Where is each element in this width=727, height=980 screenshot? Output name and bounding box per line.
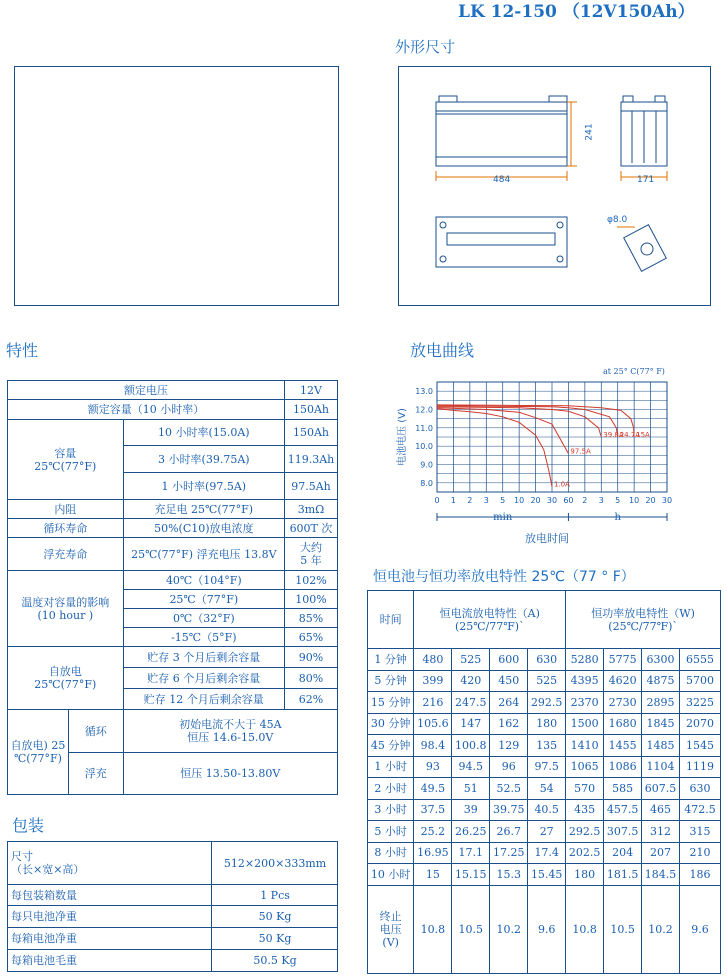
dimension-drawing-frame bbox=[398, 66, 711, 306]
value-cell: 26.7 bbox=[490, 821, 528, 843]
spec-table bbox=[7, 380, 338, 795]
row-time-cell: 3 小时 bbox=[368, 799, 414, 821]
x-tick-label: 20 bbox=[645, 496, 656, 505]
table-row bbox=[368, 778, 721, 800]
x-tick-label: 2 bbox=[467, 496, 473, 505]
value-cell: 1455 bbox=[604, 735, 642, 757]
table-row bbox=[368, 864, 721, 886]
y-axis-label: 电池电压 (V) bbox=[397, 408, 408, 466]
value-cell: 40.5 bbox=[528, 799, 566, 821]
value-cell: 49.5 bbox=[414, 778, 452, 800]
row-time-cell: 1 分钟 bbox=[368, 649, 414, 671]
dim-width: 171 bbox=[637, 175, 655, 185]
discharge-chart bbox=[395, 360, 715, 550]
row-time-cell: 45 分钟 bbox=[368, 735, 414, 757]
y-tick-label: 12.0 bbox=[415, 405, 433, 415]
value-cell: 2370 bbox=[566, 692, 604, 714]
table-row: -15℃（5°F) 65% bbox=[8, 628, 338, 647]
self-discharge-label: 自放电 25℃(77°F) bbox=[8, 647, 124, 710]
table-row bbox=[368, 735, 721, 757]
value-cell: 184.5 bbox=[642, 864, 680, 886]
x-tick-label: 20 bbox=[530, 496, 541, 505]
value-cell: 54 bbox=[528, 778, 566, 800]
table-row: 循环寿命 50%(C10)放电浓度 600T 次 bbox=[8, 519, 338, 538]
row-time-cell: 1 小时 bbox=[368, 756, 414, 778]
value-cell: 450 bbox=[490, 670, 528, 692]
product-image-frame bbox=[14, 66, 339, 306]
value-cell: 51 bbox=[452, 778, 490, 800]
row-time-cell: 30 分钟 bbox=[368, 713, 414, 735]
value-cell: 1485 bbox=[642, 735, 680, 757]
table-row bbox=[368, 670, 721, 692]
series-line bbox=[437, 409, 552, 487]
table-row bbox=[368, 692, 721, 714]
table-row: 贮存 12 个月后剩余容量 62% bbox=[8, 689, 338, 710]
capacity-label: 容量 25℃(77°F) bbox=[8, 420, 124, 500]
row-time-cell: 10 小时 bbox=[368, 864, 414, 886]
value-cell: 2730 bbox=[604, 692, 642, 714]
value-cell: 607.5 bbox=[642, 778, 680, 800]
value-cell: 17.25 bbox=[490, 842, 528, 864]
value-cell: 1680 bbox=[604, 713, 642, 735]
value-cell: 26.25 bbox=[452, 821, 490, 843]
dim-height: 241 bbox=[584, 123, 595, 141]
const-discharge-heading: 恒电池与恒功率放电特性 25℃（77 ° F） bbox=[373, 569, 635, 585]
value-cell: 180 bbox=[566, 864, 604, 886]
characteristics-heading: 特性 bbox=[6, 341, 39, 360]
table-row: 0℃（32°F) 85% bbox=[8, 609, 338, 628]
value-cell: 420 bbox=[452, 670, 490, 692]
value-cell: 37.5 bbox=[414, 799, 452, 821]
value-cell: 129 bbox=[490, 735, 528, 757]
value-cell: 1845 bbox=[642, 713, 680, 735]
x-tick-label: 3 bbox=[483, 496, 489, 505]
table-row: 贮存 6 个月后剩余容量 80% bbox=[8, 668, 338, 689]
x-tick-label: 30 bbox=[661, 496, 673, 505]
value-cell: 202.5 bbox=[566, 842, 604, 864]
value-cell: 186 bbox=[680, 864, 721, 886]
row-time-cell: 5 分钟 bbox=[368, 670, 414, 692]
value-cell: 247.5 bbox=[452, 692, 490, 714]
value-cell: 570 bbox=[566, 778, 604, 800]
x-tick-label: 1 bbox=[450, 496, 456, 505]
value-cell: 15.45 bbox=[528, 864, 566, 886]
value-cell: 93 bbox=[414, 756, 452, 778]
dimension-drawing bbox=[399, 67, 710, 305]
value-cell: 17.1 bbox=[452, 842, 490, 864]
table-row: 1 小时率(97.5A) 97.5Ah bbox=[8, 473, 338, 500]
value-cell: 16.95 bbox=[414, 842, 452, 864]
value-cell: 472.5 bbox=[680, 799, 721, 821]
packaging-table bbox=[7, 841, 338, 972]
value-cell: 630 bbox=[528, 649, 566, 671]
x-tick-label: 10 bbox=[629, 496, 640, 505]
value-cell: 292.5 bbox=[566, 821, 604, 843]
y-tick-label: 8.0 bbox=[420, 478, 433, 488]
table-row: 自放电 25℃(77°F) 贮存 3 个月后剩余容量 90% bbox=[8, 647, 338, 668]
x-axis-label: 放电时间 bbox=[525, 532, 569, 545]
value-cell: 315 bbox=[680, 821, 721, 843]
y-tick-label: 11.0 bbox=[415, 423, 433, 433]
value-cell: 98.4 bbox=[414, 735, 452, 757]
value-cell: 480 bbox=[414, 649, 452, 671]
series-label: 97.5A bbox=[570, 447, 591, 456]
value-cell: 1065 bbox=[566, 756, 604, 778]
value-cell: 525 bbox=[452, 649, 490, 671]
y-tick-label: 10.0 bbox=[415, 442, 433, 452]
value-cell: 147 bbox=[452, 713, 490, 735]
table-row bbox=[368, 649, 721, 671]
discharge-curve-heading: 放电曲线 bbox=[410, 341, 475, 360]
row-time-cell: 15 分钟 bbox=[368, 692, 414, 714]
table-row: 每箱电池净重 50 Kg bbox=[8, 928, 338, 950]
value-cell: 1410 bbox=[566, 735, 604, 757]
table-row: 浮充寿命 25℃(77°F) 浮充电压 13.8V 大约 5 年 bbox=[8, 538, 338, 571]
table-row: 内阻 充足电 25℃(77°F) 3mΩ bbox=[8, 500, 338, 519]
table-row: 额定电压 12V bbox=[8, 381, 338, 400]
series-label: 1.0A bbox=[554, 480, 570, 489]
x-tick-label: 60 bbox=[563, 496, 574, 505]
value-cell: 5700 bbox=[680, 670, 721, 692]
value-cell: 105.6 bbox=[414, 713, 452, 735]
x-tick-label: 3 bbox=[598, 496, 604, 505]
temp-effect-label: 温度对容量的影响 (10 hour ) bbox=[8, 571, 124, 647]
charge-label: 自放电) 25 ℃(77°F) bbox=[8, 710, 69, 795]
table-row: 每箱电池毛重 50.5 Kg bbox=[8, 950, 338, 972]
x-tick-label: 0 bbox=[434, 496, 440, 505]
discharge-table bbox=[367, 590, 721, 974]
value-cell: 207 bbox=[642, 842, 680, 864]
table-row bbox=[368, 842, 721, 864]
x-tick-label: 2 bbox=[582, 496, 588, 505]
x-tick-label: 5 bbox=[500, 496, 506, 505]
value-cell: 1500 bbox=[566, 713, 604, 735]
table-row: 每包装箱数量 1 Pcs bbox=[8, 885, 338, 906]
x-tick-label: 5 bbox=[615, 496, 621, 505]
value-cell: 216 bbox=[414, 692, 452, 714]
value-cell: 204 bbox=[604, 842, 642, 864]
value-cell: 1104 bbox=[642, 756, 680, 778]
series-label: 39.8A bbox=[603, 431, 624, 439]
series-label: 15A bbox=[636, 431, 650, 439]
table-row: 浮充 恒压 13.50-13.80V bbox=[8, 753, 338, 795]
value-cell: 5775 bbox=[604, 649, 642, 671]
value-cell: 399 bbox=[414, 670, 452, 692]
row-time-cell: 2 小时 bbox=[368, 778, 414, 800]
value-cell: 264 bbox=[490, 692, 528, 714]
value-cell: 292.5 bbox=[528, 692, 566, 714]
value-cell: 4395 bbox=[566, 670, 604, 692]
table-row: 终止 电压 (V) 10.8 10.5 10.2 9.6 10.8 10.5 10.2 9.6 bbox=[368, 885, 721, 973]
value-cell: 4875 bbox=[642, 670, 680, 692]
dim-length: 484 bbox=[493, 175, 511, 185]
value-cell: 180 bbox=[528, 713, 566, 735]
value-cell: 15.3 bbox=[490, 864, 528, 886]
value-cell: 94.5 bbox=[452, 756, 490, 778]
table-header-row: 时间 恒电流放电特性（A) (25℃/77℉)` 恒功率放电特性（W) (25℃/77℉)` bbox=[368, 591, 721, 649]
value-cell: 17.4 bbox=[528, 842, 566, 864]
value-cell: 2070 bbox=[680, 713, 721, 735]
value-cell: 15.15 bbox=[452, 864, 490, 886]
row-time-cell: 5 小时 bbox=[368, 821, 414, 843]
table-row bbox=[368, 799, 721, 821]
value-cell: 97.5 bbox=[528, 756, 566, 778]
value-cell: 1545 bbox=[680, 735, 721, 757]
table-row: 自放电) 25 ℃(77°F) 循环 初始电流不大于 45A 恒压 14.6-15.0V bbox=[8, 710, 338, 753]
value-cell: 1086 bbox=[604, 756, 642, 778]
value-cell: 307.5 bbox=[604, 821, 642, 843]
value-cell: 457.5 bbox=[604, 799, 642, 821]
table-row: 额定容量（10 小时率） 150Ah bbox=[8, 400, 338, 420]
table-row: 3 小时率(39.75A) 119.3Ah bbox=[8, 446, 338, 473]
value-cell: 25.2 bbox=[414, 821, 452, 843]
series-label: 24.7A bbox=[619, 431, 641, 439]
table-row: 容量 25℃(77°F) 10 小时率(15.0A) 150Ah bbox=[8, 420, 338, 446]
value-cell: 162 bbox=[490, 713, 528, 735]
value-cell: 15 bbox=[414, 864, 452, 886]
table-row bbox=[368, 756, 721, 778]
value-cell: 39.75 bbox=[490, 799, 528, 821]
x-tick-label: 10 bbox=[514, 496, 525, 505]
value-cell: 39 bbox=[452, 799, 490, 821]
row-time-cell: 8 小时 bbox=[368, 842, 414, 864]
table-row bbox=[368, 713, 721, 735]
table-row: 温度对容量的影响 (10 hour ) 40℃（104°F) 102% bbox=[8, 571, 338, 590]
value-cell: 210 bbox=[680, 842, 721, 864]
value-cell: 600 bbox=[490, 649, 528, 671]
y-tick-label: 9.0 bbox=[420, 460, 433, 470]
value-cell: 630 bbox=[680, 778, 721, 800]
value-cell: 312 bbox=[642, 821, 680, 843]
value-cell: 435 bbox=[566, 799, 604, 821]
table-row: 尺寸 （长×宽×高） 512×200×333mm bbox=[8, 842, 338, 885]
value-cell: 6555 bbox=[680, 649, 721, 671]
dim-terminal: φ8.0 bbox=[607, 215, 628, 225]
value-cell: 52.5 bbox=[490, 778, 528, 800]
dimensions-heading: 外形尺寸 bbox=[395, 38, 456, 56]
value-cell: 3225 bbox=[680, 692, 721, 714]
page-title: LK 12-150 （12V150Ah） bbox=[458, 2, 695, 22]
x-unit-min: min bbox=[493, 512, 513, 523]
packaging-heading: 包装 bbox=[12, 816, 45, 835]
value-cell: 27 bbox=[528, 821, 566, 843]
value-cell: 465 bbox=[642, 799, 680, 821]
table-row: 每只电池净重 50 Kg bbox=[8, 906, 338, 928]
value-cell: 100.8 bbox=[452, 735, 490, 757]
table-row bbox=[368, 821, 721, 843]
value-cell: 525 bbox=[528, 670, 566, 692]
x-tick-label: 30 bbox=[546, 496, 558, 505]
table-row: 25℃（77°F) 100% bbox=[8, 590, 338, 609]
value-cell: 5280 bbox=[566, 649, 604, 671]
value-cell: 135 bbox=[528, 735, 566, 757]
x-unit-h: h bbox=[614, 512, 621, 523]
value-cell: 1119 bbox=[680, 756, 721, 778]
y-tick-label: 13.0 bbox=[415, 387, 433, 397]
chart-title: at 25° C(77° F) bbox=[603, 367, 665, 376]
value-cell: 181.5 bbox=[604, 864, 642, 886]
value-cell: 4620 bbox=[604, 670, 642, 692]
value-cell: 2895 bbox=[642, 692, 680, 714]
value-cell: 585 bbox=[604, 778, 642, 800]
value-cell: 96 bbox=[490, 756, 528, 778]
value-cell: 6300 bbox=[642, 649, 680, 671]
